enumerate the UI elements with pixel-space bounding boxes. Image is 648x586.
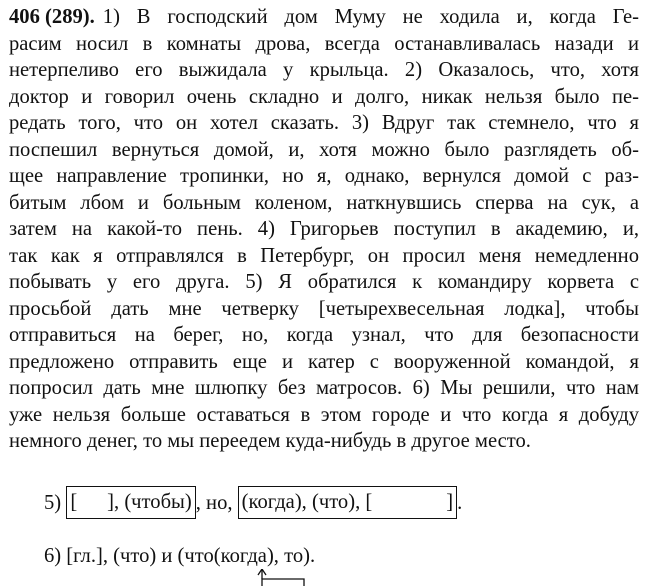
text-line-11: побывать у его друга. 5) Я обратился к командиру корвета с [9, 271, 639, 293]
text-line-4: доктор и говорил очень складно и долго, никак нельзя было пе- [9, 85, 639, 108]
scheme-5-label: 5) [44, 491, 62, 514]
scheme-5-box2-close: ] [446, 491, 454, 513]
scheme-5-second-clause-box [238, 486, 457, 519]
text-line-12: просьбой дать мне четверку [четырехвесельная лодка], чтобы [9, 297, 639, 320]
scheme-5-main-clause-box [66, 486, 195, 519]
text-line-3: нетерпеливо его выжидала у крыльца. 2) Оказалось, что, хотя [9, 59, 639, 81]
text-line-5: редать того, что он хотел сказать. 3) Вдруг так стемнело, что я [9, 112, 639, 134]
exercise-number: 406 (289). [9, 6, 95, 28]
scheme-5-end: . [457, 491, 463, 514]
text-line-1-content: 1) В господский дом Муму не ходила и, когда Ге- [102, 6, 639, 28]
text-line-10: так как я отправлялся в Петербург, он просил меня немедленно [9, 244, 639, 267]
scheme-5-box2-text: (когда), (что), [ [241, 491, 373, 513]
scheme-6-arrow-icon [256, 569, 336, 586]
scheme-5-conjunction: , но, [195, 491, 233, 514]
scheme-6: 6) [гл.], (что) и (что(когда), то). [44, 545, 316, 567]
text-line-8: битым лбом и больным коленом, наткнувшись сперва на сук, а [9, 191, 639, 214]
text-line-16: уже нельзя больше оставаться в этом городе и что когда я добуду [9, 403, 639, 426]
scheme-5 [44, 486, 462, 526]
scheme-5-box1-close: ], (чтобы) [107, 491, 192, 513]
text-line-1 [9, 4, 639, 31]
text-line-14: предложено отправить еще и катер с вооруженной командой, я [9, 350, 639, 373]
text-line-15: попросил дать мне шлюпку без матросов. 6) Мы решили, что нам [9, 377, 639, 399]
exercise-text [9, 4, 639, 455]
text-line-9: затем на какой-то пень. 4) Григорьев поступил в академию, и, [9, 218, 639, 240]
text-line-7: щее направление тропинки, но я, однако, вернулся домой с раз- [9, 165, 639, 187]
text-line-2: расим носил в комнаты дрова, всегда останавливалась назади и [9, 32, 639, 55]
scheme-5-box1-open: [ [70, 491, 78, 513]
text-line-13: отправиться на берег, но, когда узнал, что для безопасности [9, 324, 639, 346]
text-line-17: немного денег, то мы переедем куда-нибудь в другое место. [9, 430, 531, 452]
text-line-6: поспешил вернуться домой, и, хотя можно было разглядеть об- [9, 138, 639, 161]
